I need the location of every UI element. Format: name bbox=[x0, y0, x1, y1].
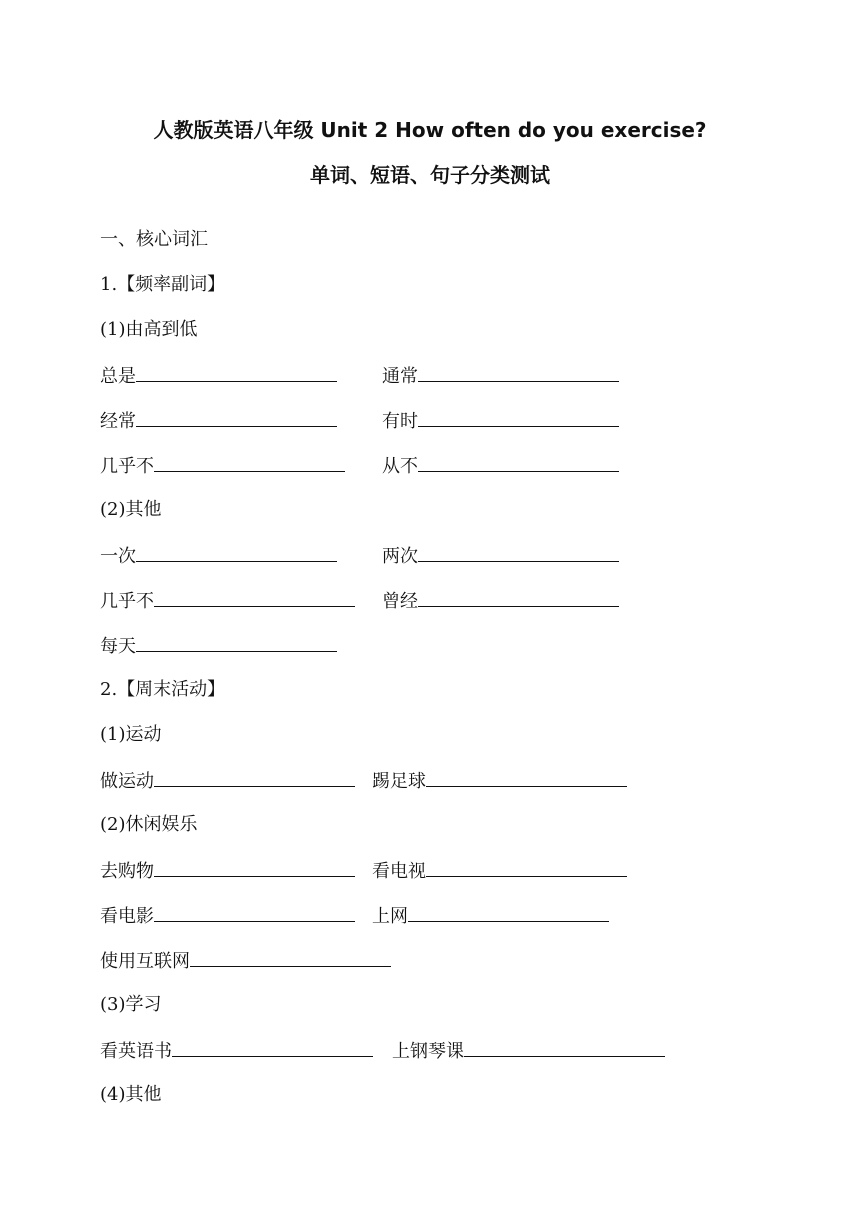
fill-blank-row bbox=[372, 903, 609, 929]
answer-blank[interactable] bbox=[154, 768, 355, 787]
fill-blank-row bbox=[372, 858, 627, 884]
answer-blank[interactable] bbox=[418, 588, 619, 607]
term-label: 总是 bbox=[100, 366, 136, 387]
document-subtitle: 单词、短语、句子分类测试 bbox=[310, 163, 550, 187]
term-label: 两次 bbox=[382, 546, 418, 567]
fill-blank-row bbox=[382, 543, 619, 569]
term-label: 几乎不 bbox=[100, 456, 154, 477]
term-label: 看电视 bbox=[372, 861, 426, 882]
term-label: 经常 bbox=[100, 411, 136, 432]
answer-blank[interactable] bbox=[136, 363, 337, 382]
term-label: 从不 bbox=[382, 456, 418, 477]
answer-blank[interactable] bbox=[190, 948, 391, 967]
fill-blank-row bbox=[100, 633, 337, 659]
fill-blank-row bbox=[100, 588, 355, 614]
answer-blank[interactable] bbox=[136, 543, 337, 562]
term-label: 去购物 bbox=[100, 861, 154, 882]
term-label: 上网 bbox=[372, 906, 408, 927]
answer-blank[interactable] bbox=[418, 363, 619, 382]
answer-blank[interactable] bbox=[154, 588, 355, 607]
answer-blank[interactable] bbox=[154, 858, 355, 877]
term-label: 做运动 bbox=[100, 771, 154, 792]
term-label: 上钢琴课 bbox=[392, 1041, 464, 1062]
subheading-high-to-low: (1)由高到低 bbox=[100, 319, 198, 340]
term-label: 使用互联网 bbox=[100, 951, 190, 972]
subheading-other: (2)其他 bbox=[100, 499, 162, 520]
fill-blank-row bbox=[100, 768, 355, 794]
answer-blank[interactable] bbox=[418, 453, 619, 472]
document-title: 人教版英语八年级 Unit 2 How often do you exercise? bbox=[153, 118, 707, 142]
answer-blank[interactable] bbox=[464, 1038, 665, 1057]
answer-blank[interactable] bbox=[426, 858, 627, 877]
fill-blank-row bbox=[100, 948, 391, 974]
term-label: 一次 bbox=[100, 546, 136, 567]
answer-blank[interactable] bbox=[172, 1038, 373, 1057]
answer-blank[interactable] bbox=[154, 453, 345, 472]
fill-blank-row bbox=[372, 768, 627, 794]
term-label: 几乎不 bbox=[100, 591, 154, 612]
fill-blank-row bbox=[100, 1038, 373, 1064]
group-heading-frequency-adverbs: 1.【频率副词】 bbox=[100, 274, 226, 295]
section-heading: 一、核心词汇 bbox=[100, 229, 208, 250]
subheading-sports: (1)运动 bbox=[100, 724, 162, 745]
fill-blank-row bbox=[100, 408, 337, 434]
answer-blank[interactable] bbox=[154, 903, 355, 922]
fill-blank-row bbox=[382, 363, 619, 389]
term-label: 看电影 bbox=[100, 906, 154, 927]
answer-blank[interactable] bbox=[136, 633, 337, 652]
subheading-other-activities: (4)其他 bbox=[100, 1084, 162, 1105]
term-label: 每天 bbox=[100, 636, 136, 657]
fill-blank-row bbox=[100, 858, 355, 884]
term-label: 有时 bbox=[382, 411, 418, 432]
term-label: 曾经 bbox=[382, 591, 418, 612]
fill-blank-row bbox=[382, 453, 619, 479]
answer-blank[interactable] bbox=[418, 543, 619, 562]
group-heading-weekend-activities: 2.【周末活动】 bbox=[100, 679, 226, 700]
answer-blank[interactable] bbox=[408, 903, 609, 922]
term-label: 踢足球 bbox=[372, 771, 426, 792]
subheading-study: (3)学习 bbox=[100, 994, 162, 1015]
answer-blank[interactable] bbox=[418, 408, 619, 427]
fill-blank-row bbox=[100, 903, 355, 929]
term-label: 看英语书 bbox=[100, 1041, 172, 1062]
fill-blank-row bbox=[392, 1038, 665, 1064]
fill-blank-row bbox=[382, 408, 619, 434]
term-label: 通常 bbox=[382, 366, 418, 387]
fill-blank-row bbox=[100, 363, 337, 389]
fill-blank-row bbox=[100, 453, 345, 479]
fill-blank-row bbox=[100, 543, 337, 569]
fill-blank-row bbox=[382, 588, 619, 614]
answer-blank[interactable] bbox=[426, 768, 627, 787]
answer-blank[interactable] bbox=[136, 408, 337, 427]
subheading-leisure: (2)休闲娱乐 bbox=[100, 814, 198, 835]
